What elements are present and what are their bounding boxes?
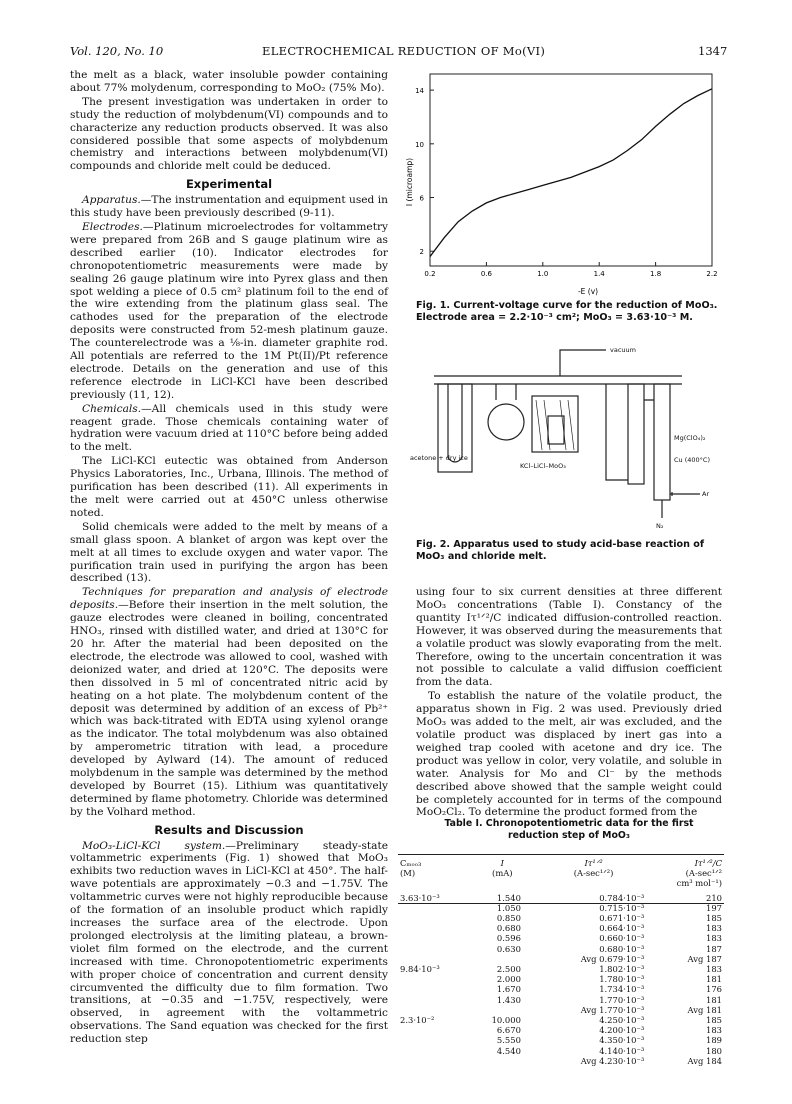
label-melt: KCl–LiCl–MoO₃	[520, 462, 566, 470]
figure-2-caption: Fig. 2. Apparatus used to study acid-base reaction of MoO₃ and chloride melt.	[416, 539, 705, 562]
col-header-itau: Iτ¹ᐟ² (A-sec¹ᐟ²)	[573, 858, 614, 879]
cell-concentration	[398, 1056, 470, 1066]
cell-itau: Avg 0.679·10⁻³	[580, 953, 645, 964]
cell-itau-c: Avg 184	[687, 1055, 722, 1066]
y-axis-label: I (microamp)	[405, 157, 414, 207]
cell-concentration: 9.84·10⁻³	[400, 964, 440, 975]
cell-itau-c: 183	[706, 1025, 722, 1036]
reaction-flask	[488, 404, 524, 440]
cell-concentration	[398, 933, 470, 943]
table-row	[398, 923, 724, 933]
figure-1-caption: Fig. 1. Current-voltage curve for the reduction of MoO₃. Electrode area = 2.2·10⁻³ cm²; MoO₃ = 3.63·10⁻³ M.	[416, 300, 718, 323]
table-row	[398, 1015, 724, 1025]
paragraph-apparatus: Apparatus.—The instrumentation and equipment used in this study have been previously described (9-11).	[70, 194, 388, 220]
cell-concentration	[398, 1005, 470, 1015]
cell-concentration: 3.63·10⁻³	[400, 892, 440, 903]
cell-current: 1.050	[496, 902, 521, 913]
cell-itau-c: 180	[706, 1045, 722, 1056]
table-row	[398, 995, 724, 1005]
current-voltage-curve	[430, 89, 712, 257]
cell-itau-c: Avg 187	[687, 953, 722, 964]
cell-itau-c: 185	[706, 1015, 722, 1026]
cell-itau-c: 189	[706, 1035, 722, 1046]
run-in-heading: MoO₃-LiCl-KCl system.	[82, 839, 226, 852]
cell-itau-c: 181	[706, 994, 722, 1005]
table-row	[398, 944, 724, 954]
cell-concentration: 2.3·10⁻²	[400, 1015, 435, 1026]
run-in-heading: Techniques for preparation and analysis of electrode deposits.	[70, 586, 388, 612]
cell-itau-c: 197	[706, 902, 722, 913]
cell-itau-c: 210	[706, 892, 722, 903]
label-nitrogen: N₂	[656, 522, 664, 530]
cell-itau-c: 183	[706, 933, 722, 944]
cell-concentration	[398, 903, 470, 913]
cell-itau-c: 176	[706, 984, 722, 995]
table-row	[398, 1005, 724, 1015]
table-header-row	[398, 858, 724, 893]
y-tick-label: 10	[415, 140, 424, 149]
cell-concentration	[398, 954, 470, 964]
run-in-heading: Electrodes.	[82, 220, 143, 233]
table-top-rule	[398, 854, 724, 855]
cell-itau: 1.780·10⁻³	[599, 974, 645, 985]
cell-current: 0.596	[496, 933, 521, 944]
cell-itau: 0.784·10⁻³	[599, 892, 645, 903]
x-tick-label: 1.0	[537, 270, 549, 278]
cell-itau-c: 181	[706, 974, 722, 985]
cell-itau-c: 183	[706, 964, 722, 975]
cell-itau: 4.140·10⁻³	[599, 1045, 645, 1056]
cell-concentration	[398, 944, 470, 954]
cell-current	[470, 1005, 535, 1015]
running-title: ELECTROCHEMICAL REDUCTION OF Mo(VI)	[262, 44, 546, 58]
table-row	[398, 893, 724, 903]
paragraph: Solid chemicals were added to the melt by means of a small glass spoon. A blanket of argon was kept over the melt at all times to exclude oxygen and water vapor. The purification train used in purifying the argon has been described (13).	[70, 520, 388, 585]
cell-concentration	[398, 984, 470, 994]
x-axis-label: -E (v)	[577, 287, 599, 296]
paragraph: using four to six current densities at three different MoO₃ concentrations (Table I). Constancy of the quantity Iτ¹ᐟ²/C indicated diffusion-controlled reaction. However, it was observed during the measurements that a volatile product was slowly evaporating from the melt. Therefore, owing to the uncertain concentration it was not possible to calculate a valid diffusion coefficient from the data.	[416, 586, 722, 689]
paragraph-electrodes: Electrodes.—Platinum microelectrodes for voltammetry were prepared from 26B and S gauge platinum wire as described earlier (10). Indicator electrodes for chronopotentiometric measurements were made by sealing 26 gauge platinum wire into Pyrex glass and then spot welding a piece of 0.5 cm² platinum foil to the end of the wire extending from the platinum glass seal. The cathodes used for the preparation of the electrode deposits were constructed from 52-mesh platinum gauze. The counterelectrode was a ⅛-in. diameter graphite rod. All potentials are referred to the 1M Pt(II)/Pt reference electrode. Details on the generation and use of this reference electrode in LiCl-KCl have been described previously (11, 12).	[70, 220, 388, 401]
paragraph: The LiCl-KCl eutectic was obtained from Anderson Physics Laboratories, Inc., Urbana, Illinois. The method of purification has been described (11). All experiments in the melt were carried out at 450°C unless otherwise noted.	[70, 455, 388, 519]
table-row	[398, 1035, 724, 1045]
run-in-heading: Chemicals.	[82, 402, 142, 415]
cell-concentration	[398, 923, 470, 933]
cell-itau: Avg 1.770·10⁻³	[580, 1004, 645, 1015]
paragraph-moo3-system: MoO₃-LiCl-KCl system.—Preliminary steady-state voltammetric experiments (Fig. 1) showed that MoO₃ exhibits two reduction waves in LiCl-KCl at 450°. The half-wave potentials are approximately −0.3 and −1.75V. The voltammetric curves were not highly reproducible because of the formation of an insoluble product which rapidly increases the surface area of the electrode. Upon prolonged electrolysis at the limiting plateau, a brown-violet film formed on the electrode, and the current increased with time. Chronopotentiometric experiments with proper choice of concentration and current density circumvented the difficulty due to film formation. Two transitions, at −0.35 and −1.75V, respectively, were observed, in agreement with the voltammetric observations. The Sand equation was checked for the first reduction step	[70, 839, 388, 1046]
cell-current: 0.680	[496, 923, 521, 934]
cell-current	[470, 954, 535, 964]
table-row	[398, 933, 724, 943]
cell-current	[470, 1056, 535, 1066]
cell-current: 1.430	[496, 994, 521, 1005]
copper-furnace-column	[654, 384, 670, 500]
cell-current: 2.000	[496, 974, 521, 985]
y-tick-label: 6	[419, 194, 424, 203]
cell-itau: 1.802·10⁻³	[599, 964, 645, 975]
cell-itau: 0.680·10⁻³	[599, 943, 645, 954]
cell-itau-c: 185	[706, 913, 722, 924]
figure-1-chart	[398, 72, 718, 298]
paragraph: the melt as a black, water insoluble powder containing about 77% molydenum, corresponding to MoO₂ (75% Mo).	[70, 69, 388, 94]
cell-current: 6.670	[496, 1025, 521, 1036]
cell-itau: 4.250·10⁻³	[599, 1015, 645, 1026]
journal-volume: Vol. 120, No. 10	[70, 44, 164, 58]
y-tick-label: 2	[419, 248, 424, 257]
col-header-i: I (mA)	[492, 858, 513, 879]
table-1-title: Table I. Chronopotentiometric data for the first reduction step of MoO₃	[444, 818, 694, 841]
table-row	[398, 954, 724, 964]
table-row	[398, 1046, 724, 1056]
paragraph: To establish the nature of the volatile product, the apparatus shown in Fig. 2 was used. Previously dried MoO₃ was added to the melt, air was excluded, and the volatile product was displaced by inert gas into a weighed trap cooled with acetone and dry ice. The product was yellow in color, very volatile, and soluble in water. Analysis for Mo and Cl⁻ by the methods described above showed that the sample weight could be completely accounted for in terms of the compound MoO₂Cl₂. To determine the product formed from the	[416, 690, 722, 819]
section-heading-results: Results and Discussion	[154, 822, 304, 837]
cell-concentration	[398, 1035, 470, 1045]
cell-current: 0.630	[496, 943, 521, 954]
plot-frame	[430, 74, 712, 266]
cell-itau: 0.660·10⁻³	[599, 933, 645, 944]
right-column	[416, 586, 722, 820]
cell-itau: 0.664·10⁻³	[599, 923, 645, 934]
x-tick-label: 0.6	[480, 270, 492, 278]
left-column	[70, 69, 388, 1047]
table-row	[398, 964, 724, 974]
gas-manifold	[434, 376, 682, 384]
x-tick-label: 1.8	[650, 270, 662, 278]
cell-itau: 4.200·10⁻³	[599, 1025, 645, 1036]
run-in-heading: Apparatus.	[82, 194, 141, 207]
cell-concentration	[398, 913, 470, 923]
cell-concentration	[398, 1046, 470, 1056]
cell-current: 1.540	[496, 892, 521, 903]
figure-2-apparatus-diagram	[410, 340, 720, 530]
table-row	[398, 903, 724, 913]
section-heading-experimental: Experimental	[185, 177, 273, 192]
x-tick-label: 1.4	[593, 270, 605, 278]
col-header-c: Cₘₒₒ₃ (M)	[400, 858, 422, 879]
table-header-rule	[398, 903, 724, 904]
mg-perchlorate-column	[628, 384, 644, 484]
x-tick-label: 0.2	[424, 270, 436, 278]
table-row	[398, 1056, 724, 1066]
cell-current: 1.670	[496, 984, 521, 995]
label-copper: Cu (400°C)	[674, 456, 710, 464]
melt-crucible	[548, 416, 564, 444]
cell-current: 4.540	[496, 1045, 521, 1056]
cell-itau: Avg 4.230·10⁻³	[580, 1055, 645, 1066]
cell-concentration	[398, 995, 470, 1005]
cell-current: 0.850	[496, 913, 521, 924]
label-argon: Ar	[702, 490, 710, 498]
cell-itau: 1.770·10⁻³	[599, 994, 645, 1005]
cell-itau-c: 183	[706, 923, 722, 934]
label-mg-perchlorate: Mg(ClO₄)₂	[674, 434, 706, 442]
cell-current: 5.550	[496, 1035, 521, 1046]
cell-itau: 0.671·10⁻³	[599, 913, 645, 924]
table-row	[398, 984, 724, 994]
x-tick-label: 2.2	[706, 270, 718, 278]
y-tick-label: 14	[415, 87, 424, 96]
cell-current: 2.500	[496, 964, 521, 975]
vacuum-line	[560, 350, 606, 376]
cell-itau-c: 187	[706, 943, 722, 954]
paragraph: The present investigation was undertaken in order to study the reduction of molybdenum(VI) compounds and to characterize any reduction products observed. It was also considered possible that some aspects of molybdenum chemistry and interactions between molybdenum(VI) compounds and chloride melt could be deduced.	[70, 95, 388, 173]
table-row	[398, 1025, 724, 1035]
table-row	[398, 913, 724, 923]
cell-itau: 1.734·10⁻³	[599, 984, 645, 995]
label-acetone: acetone + dry ice	[410, 454, 468, 462]
paragraph-chemicals: Chemicals.—All chemicals used in this study were reagent grade. Those chemicals containing water of hydration were vacuum dried at 110°C before being added to the melt.	[70, 402, 388, 454]
page-number: 1347	[698, 44, 728, 58]
cell-itau: 4.350·10⁻³	[599, 1035, 645, 1046]
table-1	[398, 858, 724, 1066]
cell-concentration	[398, 1025, 470, 1035]
paragraph-techniques: Techniques for preparation and analysis of electrode deposits.—Before their insertion in the melt solution, the gauze electrodes were cleaned in boiling, concentrated HNO₃, rinsed with distilled water, and dried at 130°C for 20 hr. After the material had been deposited on the electrode, the electrode was allowed to cool, washed with deionized water, and dried at 120°C. The deposits were then dissolved in 5 ml of concentrated nitric acid by heating on a hot plate. The molybdenum content of the deposit was determined by addition of an excess of Pb²⁺ which was back-titrated with EDTA using xylenol orange as the indicator. The total molybdenum was also obtained by amperometric titration with lead, a procedure developed by Aylward (14). The amount of reduced molybdenum in the sample was determined by the method developed by Bourret (15). Lithium was quantitatively determined by flame photometry. Chloride was determined by the Volhard method.	[70, 586, 388, 818]
cell-current: 10.000	[491, 1015, 521, 1026]
trap-tube	[448, 384, 462, 462]
label-vacuum: vacuum	[610, 346, 636, 354]
cell-itau-c: Avg 181	[687, 1004, 722, 1015]
cell-itau: 0.715·10⁻³	[599, 902, 645, 913]
table-row	[398, 974, 724, 984]
cell-concentration	[398, 974, 470, 984]
col-header-itau-c: Iτ¹ᐟ²/C (A-sec¹ᐟ² cm³ mol⁻¹)	[676, 858, 722, 889]
